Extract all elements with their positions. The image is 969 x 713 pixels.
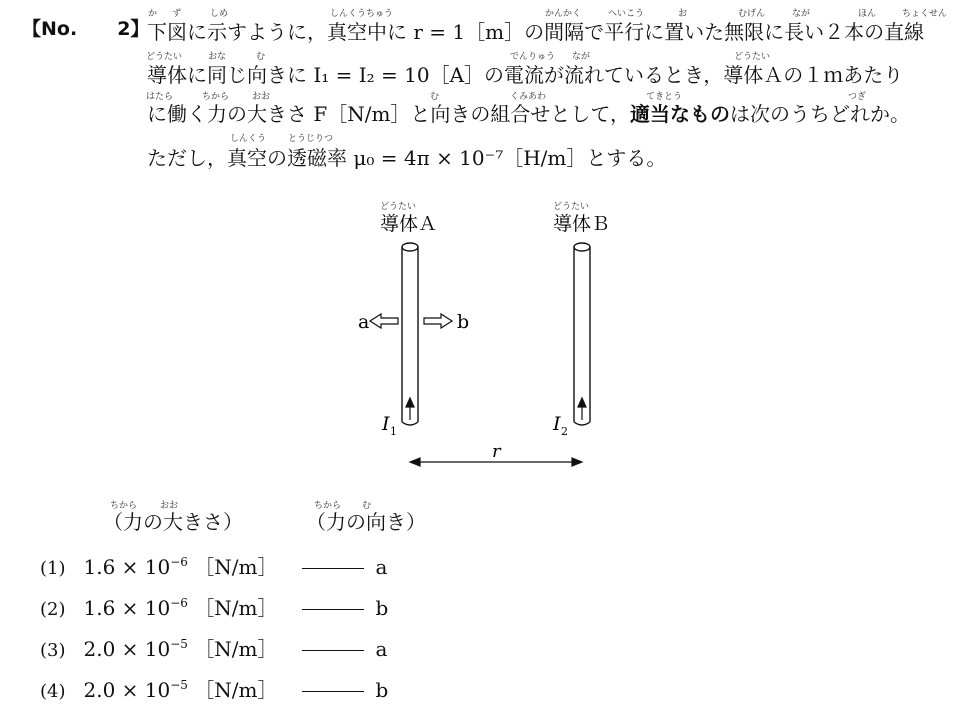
- ruby: でんりゅう: [510, 52, 556, 62]
- question-line-3: に働く力の大きさ F［N/m］と向きの組合せとして，適当なものは次のうちどれか。: [147, 102, 911, 126]
- label-a: a: [358, 311, 370, 333]
- label-i2-sub: 2: [561, 425, 568, 438]
- question-line-4: ただし，真空の透磁率 μ₀ = 4π × 10⁻⁷［H/m］とする。: [147, 146, 667, 170]
- option-4[interactable]: (4) $2.0 \times 10^{-5}$ ［N/m］ b: [40, 678, 389, 702]
- option-2[interactable]: (2) $1.6 \times 10^{-6}$ ［N/m］ b: [40, 596, 389, 620]
- dash-line: [302, 650, 364, 651]
- label-r: r: [492, 441, 501, 462]
- ruby: ちから: [202, 92, 230, 102]
- question-line-1: 下図に示すように，真空中に r = 1［m］の間隔で平行に置いた無限に長い２本の直線: [147, 20, 925, 44]
- ruby: ちから: [314, 501, 342, 511]
- option-1[interactable]: (1) $1.6 \times 10^{-6}$ ［N/m］ a: [40, 555, 388, 579]
- force-arrow-b: [424, 314, 452, 328]
- current-arrow-2: [578, 398, 586, 420]
- ruby: とうじりつ: [288, 134, 334, 144]
- ruby: お: [678, 9, 688, 19]
- ruby: む: [362, 501, 372, 511]
- ruby: てきとう: [646, 92, 683, 102]
- ruby: どうたい: [734, 52, 771, 62]
- ruby: ず: [172, 9, 182, 19]
- ruby: はたら: [146, 92, 174, 102]
- ruby: む: [430, 92, 440, 102]
- ruby: むげん: [738, 9, 766, 19]
- header-direction: （力の向き）: [306, 510, 426, 534]
- label-i2: I: [553, 413, 561, 435]
- question-line-2: 導体に同じ向きに I₁ = I₂ = 10［A］の電流が流れているとき，導体Ａの１ｍあたり: [147, 63, 904, 87]
- force-arrow-a: [370, 314, 398, 328]
- dash-line: [302, 568, 364, 569]
- ruby: なが: [792, 9, 811, 19]
- ruby: か: [148, 9, 158, 19]
- option-3[interactable]: (3) $2.0 \times 10^{-5}$ ［N/m］ a: [40, 637, 388, 661]
- ruby: へいこう: [608, 9, 645, 19]
- label-b: b: [457, 311, 470, 333]
- ruby: ちょくせん: [902, 9, 948, 19]
- ruby: おお: [252, 92, 271, 102]
- ruby: どうたい: [553, 202, 590, 212]
- label-conductor-b: 導体Ｂ: [553, 213, 611, 235]
- ruby: しんくう: [230, 134, 267, 144]
- question-number: 【No. 2】: [22, 18, 150, 40]
- ruby: なが: [572, 52, 591, 62]
- label-conductor-a: 導体Ａ: [380, 213, 438, 235]
- current-arrow-1: [406, 398, 414, 420]
- ruby: くみあわ: [510, 92, 547, 102]
- ruby: おお: [160, 501, 179, 511]
- ruby: つぎ: [848, 92, 867, 102]
- ruby: どうたい: [146, 52, 183, 62]
- ruby: ちから: [110, 501, 138, 511]
- ruby: む: [256, 52, 266, 62]
- ruby: ほん: [858, 9, 877, 19]
- dash-line: [302, 691, 364, 692]
- ruby: しめ: [210, 9, 229, 19]
- emphasis-text: 適当なもの: [630, 102, 731, 126]
- conductor-diagram: [340, 200, 620, 475]
- ruby: しんくうちゅう: [330, 9, 394, 19]
- label-i1: I: [382, 413, 390, 435]
- ruby: かんかく: [545, 9, 582, 19]
- label-i1-sub: 1: [390, 425, 397, 438]
- dash-line: [302, 609, 364, 610]
- header-magnitude: （力の大きさ）: [103, 510, 243, 534]
- ruby: どうたい: [380, 202, 417, 212]
- ruby: おな: [208, 52, 227, 62]
